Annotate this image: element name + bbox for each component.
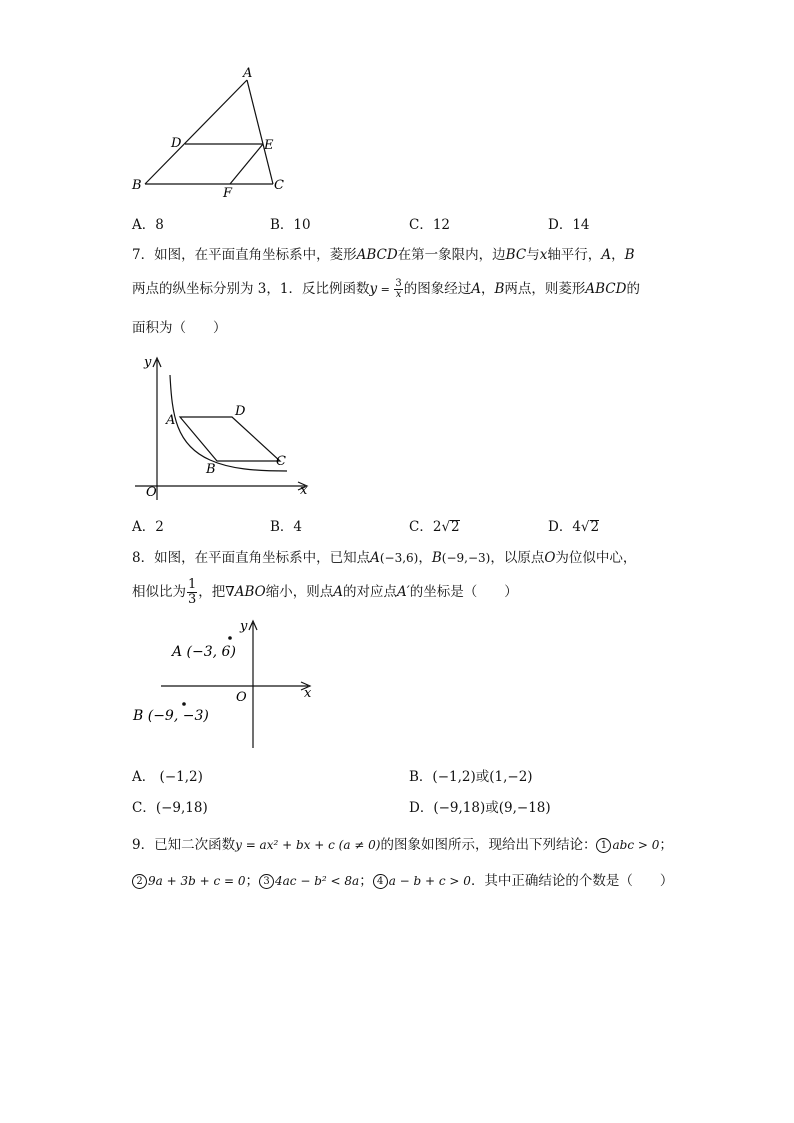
- text: 如图，在平面直角坐标系中，已知点: [154, 550, 371, 566]
- option-value: 2: [432, 519, 442, 535]
- math: y = ax² + bx + c (a ≠ 0): [235, 838, 381, 852]
- math: ABCD: [356, 247, 398, 263]
- q9-line-2: [132, 869, 673, 889]
- text: 相似比为: [132, 584, 186, 600]
- text: 缩小，则点: [265, 584, 334, 600]
- q8-option-b[interactable]: [409, 765, 533, 785]
- radicand: 2: [590, 519, 600, 535]
- text: 轴平行，: [547, 247, 602, 263]
- math: 4ac − b² < 8a: [275, 874, 360, 888]
- circled-number: 2: [132, 874, 147, 889]
- option-key: C．: [132, 800, 156, 816]
- label-d: D: [235, 404, 246, 419]
- circled-number: 1: [596, 838, 611, 853]
- text: ，把: [198, 584, 226, 600]
- segment-ab: [145, 80, 247, 184]
- option-value: (−1,2)或(1,−2): [432, 769, 533, 785]
- option-value: (−9,18)或(9,−18): [433, 800, 551, 816]
- label-x: x: [304, 686, 312, 701]
- label-a: A (−3, 6): [172, 644, 236, 660]
- math: B: [494, 281, 505, 297]
- math: (−3,6): [379, 551, 419, 565]
- label-f: F: [223, 186, 233, 201]
- option-key: B．: [270, 519, 294, 535]
- text: 的图象如图所示，现给出下列结论：: [380, 837, 597, 853]
- label-d: D: [171, 136, 182, 151]
- text: 两点的纵坐标分别为 3，1．反比例函数: [132, 281, 370, 297]
- q6-option-b[interactable]: [270, 213, 311, 233]
- option-value: 10: [293, 217, 311, 233]
- label-o: O: [236, 690, 247, 705]
- option-value: 4: [293, 519, 303, 535]
- label-b: B (−9, −3): [133, 708, 209, 724]
- text: ，: [480, 281, 495, 297]
- label-c: C: [274, 178, 284, 193]
- math: 9a + 3b + c = 0: [148, 874, 246, 888]
- point-b: [182, 702, 186, 706]
- q7-line-3: [132, 316, 227, 336]
- label-x: x: [300, 483, 308, 498]
- q9-line-1: [132, 833, 673, 853]
- numerator: 3: [395, 278, 402, 289]
- math: A: [370, 550, 380, 566]
- math: ∇ABO: [225, 584, 266, 600]
- q7-line-2: [132, 277, 640, 300]
- math: ABCD: [585, 281, 627, 297]
- q8-option-c[interactable]: [132, 796, 208, 816]
- segment-ef: [230, 144, 263, 184]
- q6-figure: [130, 62, 300, 202]
- text: 与: [526, 247, 540, 263]
- q7-line-1: [132, 243, 634, 263]
- point-a: [228, 636, 232, 640]
- math: y: [369, 281, 378, 297]
- option-key: D．: [548, 217, 573, 233]
- option-key: D．: [548, 519, 573, 535]
- text: 的坐标是（ ）: [409, 584, 518, 600]
- segment-ac: [247, 80, 273, 184]
- text: 在第一象限内，边: [397, 247, 506, 263]
- label-o: O: [146, 485, 157, 500]
- numerator: 1: [188, 577, 197, 592]
- text: 面积为（ ）: [132, 320, 227, 336]
- text: 的对应点: [342, 584, 397, 600]
- math: B: [431, 550, 442, 566]
- option-value: 12: [432, 217, 451, 233]
- math: A: [333, 584, 343, 600]
- radicand: 2: [451, 519, 460, 535]
- text: ，: [418, 550, 432, 566]
- text: ，: [611, 247, 625, 263]
- option-value: 4: [572, 519, 581, 535]
- text: ．其中正确结论的个数是（ ）: [470, 873, 674, 889]
- label-a: A: [243, 66, 253, 81]
- question-number: 8．: [132, 550, 155, 566]
- text: ；: [659, 837, 673, 853]
- option-value: 8: [155, 217, 164, 233]
- q7-option-c[interactable]: C．2√2: [409, 519, 460, 535]
- math: a − b + c > 0: [388, 874, 471, 888]
- q8-line-2: [132, 578, 518, 607]
- option-value: 2: [155, 519, 164, 535]
- question-number: 7．: [132, 247, 155, 263]
- q8-figure: [130, 615, 320, 755]
- math: =: [377, 283, 394, 296]
- label-y: y: [144, 355, 152, 370]
- q6-option-a[interactable]: [132, 213, 164, 233]
- q6-option-d[interactable]: [548, 213, 590, 233]
- label-b: B: [132, 178, 142, 193]
- q7-option-d[interactable]: D．4√2: [548, 519, 600, 535]
- q8-option-d[interactable]: [409, 796, 551, 816]
- option-key: C．: [409, 519, 433, 535]
- option-key: C．: [409, 217, 433, 233]
- q7-option-a[interactable]: [132, 515, 164, 535]
- denominator: x: [395, 289, 402, 300]
- circled-number: 3: [259, 874, 274, 889]
- circled-number: 4: [373, 874, 388, 889]
- text: ；: [359, 873, 373, 889]
- q7-option-b[interactable]: [270, 515, 302, 535]
- text: 已知二次函数: [154, 837, 236, 853]
- math: abc > 0: [612, 838, 660, 852]
- label-b: B: [206, 462, 216, 477]
- q7-figure: [130, 350, 315, 505]
- math: x: [539, 247, 548, 263]
- text: 两点，则菱形: [504, 281, 586, 297]
- question-number: 9．: [132, 837, 155, 853]
- q6-option-c[interactable]: [409, 213, 450, 233]
- q8-line-1: [132, 546, 636, 566]
- option-value: (−9,18): [155, 800, 208, 816]
- option-key: B．: [270, 217, 294, 233]
- text: 的: [626, 281, 640, 297]
- fraction: [394, 279, 402, 300]
- label-e: E: [264, 138, 274, 153]
- hyperbola-curve: [170, 375, 287, 471]
- label-y: y: [240, 619, 248, 634]
- option-key: A．: [132, 519, 156, 535]
- text: 为位似中心，: [555, 550, 637, 566]
- label-c: C: [276, 454, 286, 469]
- option-value: 14: [572, 217, 590, 233]
- math: O: [544, 550, 556, 566]
- option-key: D．: [409, 800, 434, 816]
- math: (−9,−3): [441, 551, 491, 565]
- rhombus-abcd: [180, 417, 280, 461]
- option-key: A．: [132, 769, 156, 785]
- text: 如图，在平面直角坐标系中，菱形: [154, 247, 357, 263]
- math: A′: [396, 584, 410, 600]
- label-a: A: [166, 413, 176, 428]
- math: BC: [505, 247, 527, 263]
- math: A: [471, 281, 481, 297]
- q8-option-a[interactable]: [132, 765, 203, 785]
- fraction: [187, 578, 197, 607]
- option-value: (−1,2): [159, 769, 203, 785]
- text: ；: [245, 873, 260, 889]
- denominator: 3: [188, 592, 197, 607]
- math: B: [624, 247, 635, 263]
- text: ，以原点: [490, 550, 545, 566]
- option-key: B．: [409, 769, 433, 785]
- text: 的图象经过: [403, 281, 472, 297]
- option-key: A．: [132, 217, 156, 233]
- math: A: [601, 247, 612, 263]
